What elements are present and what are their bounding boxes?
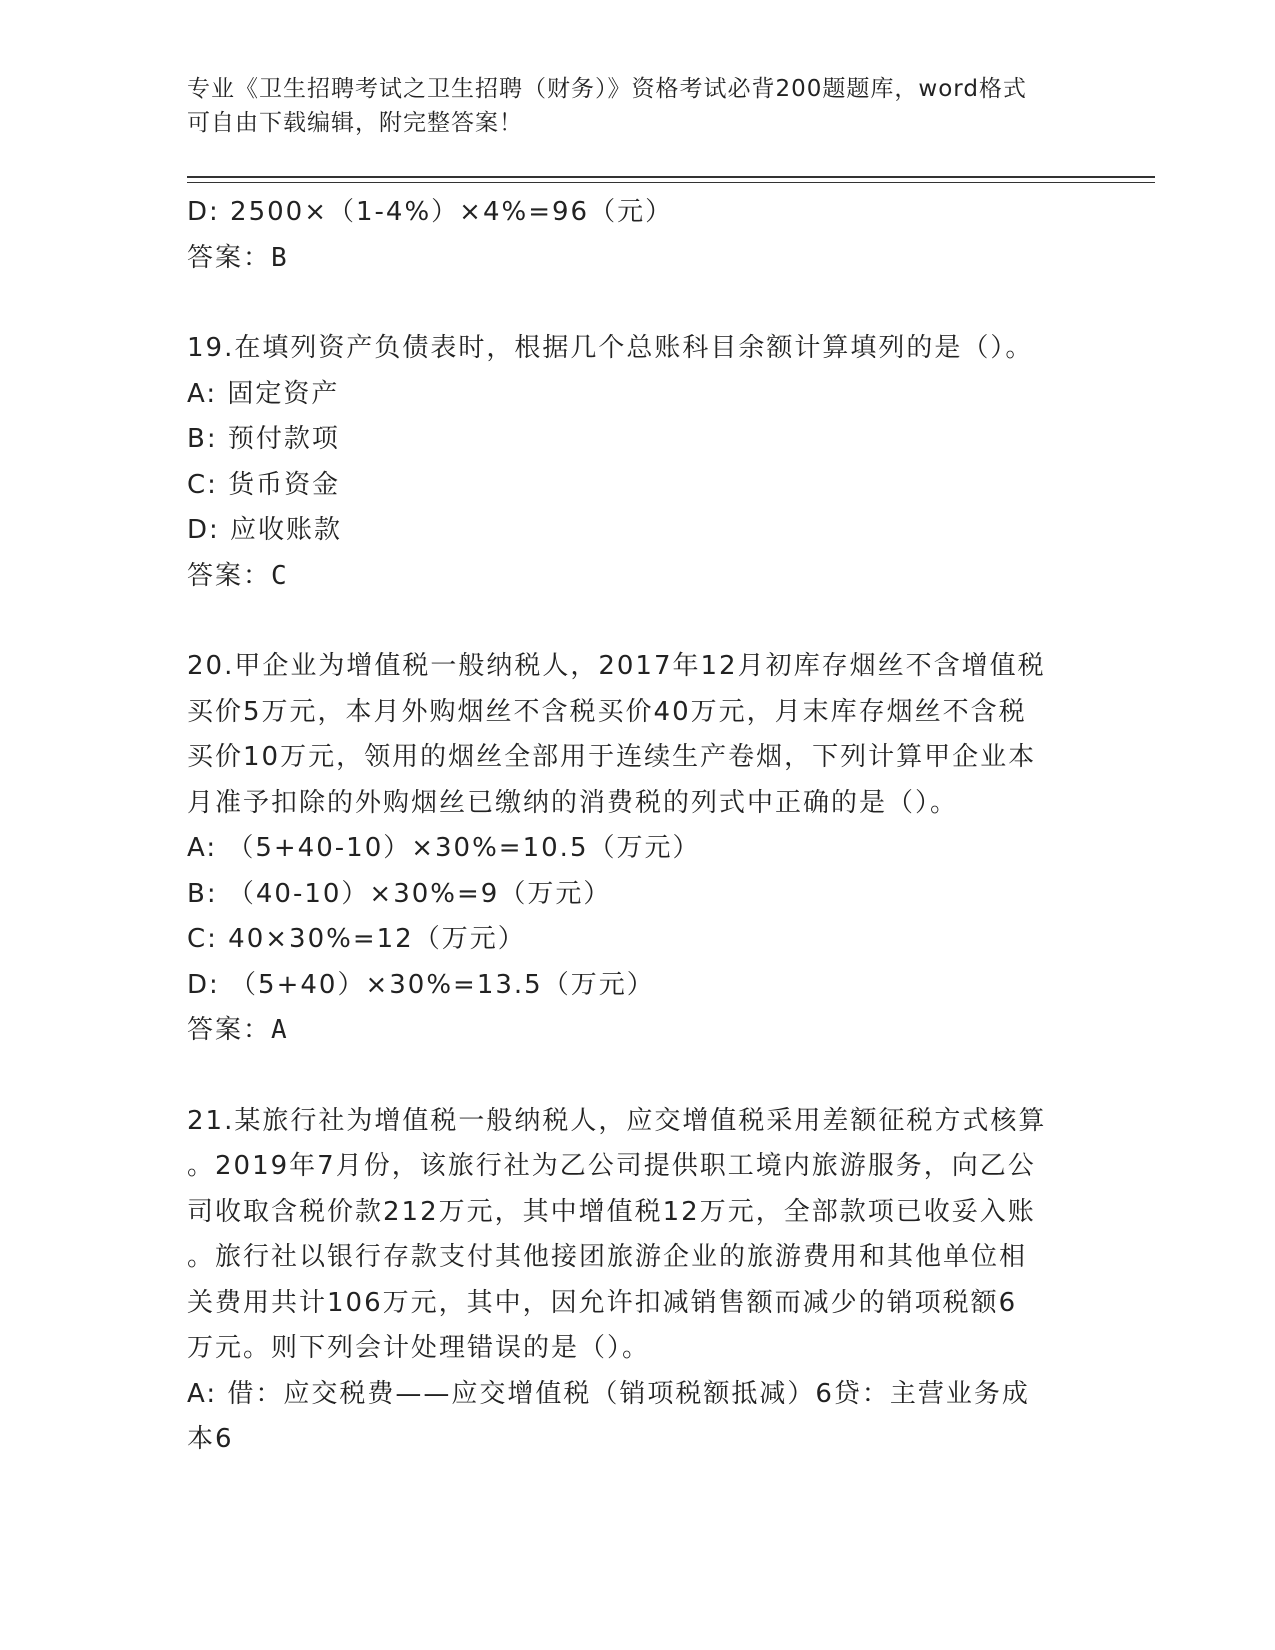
question-19 [187,326,1087,599]
question-stem-line-1: 20.甲企业为增值税一般纳税人，2017年12月初库存烟丝不含增值税 [187,651,1046,681]
question-stem-line-1: 21.某旅行社为增值税一般纳税人，应交增值税采用差额征税方式核算 [187,1105,1047,1136]
answer-label: 答案： [187,560,272,591]
option-c: C: 货币资金 [187,469,341,500]
question-20 [187,644,1087,1054]
question-stem-line-4: 月准予扣除的外购烟丝已缴纳的消费税的列式中正确的是（）。 [187,787,959,818]
document-header [187,72,1067,140]
question-stem-line-3: 买价10万元，领用的烟丝全部用于连续生产卷烟，下列计算甲企业本 [187,742,1037,772]
answer-label: 答案： [187,242,272,273]
question-18 [187,190,1087,281]
option-a: A: （5+40-10）×30%=10.5（万元） [187,833,701,863]
answer-value: B [271,242,289,273]
header-divider-thick [187,176,1155,178]
answer-line [187,1008,1087,1054]
question-stem-line-4: 。旅行社以银行存款支付其他接团旅游企业的旅游费用和其他单位相 [187,1242,1028,1272]
question-stem-line-2: 。2019年7月份，该旅行社为乙公司提供职工境内旅游服务，向乙公 [187,1151,1036,1181]
answer-line [187,236,1087,282]
spacer [187,599,1087,644]
spacer [187,1054,1087,1099]
header-line-2: 可自由下载编辑，附完整答案！ [187,110,523,136]
question-stem-line-6: 万元。则下列会计处理错误的是（）。 [187,1333,651,1363]
option-d: D: 应收账款 [187,515,343,545]
question-stem-line-3: 司收取含税价款212万元，其中增值税12万元，全部款项已收妥入账 [187,1196,1036,1227]
option-b: B: 预付款项 [187,424,340,454]
option-b: B: （40-10）×30%=9（万元） [187,878,612,909]
header-line-1: 专业《卫生招聘考试之卫生招聘（财务）》资格考试必背200题题库，word格式 [187,76,1027,102]
option-d: D: 2500×（1-4%）×4%=96（元） [187,197,674,227]
question-21 [187,1099,1087,1463]
question-stem-line-2: 买价5万元，本月外购烟丝不含税买价40万元，月末库存烟丝不含税 [187,696,1027,727]
option-c: C: 40×30%=12（万元） [187,924,526,954]
question-stem: 19.在填列资产负债表时，根据几个总账科目余额计算填列的是（）。 [187,333,1034,363]
option-d: D: （5+40）×30%=13.5（万元） [187,969,655,1000]
document-body [187,190,1087,1463]
answer-value: C [271,560,289,591]
answer-label: 答案： [187,1015,272,1045]
answer-line [187,554,1087,600]
option-a-line-2: 本6 [187,1424,234,1454]
spacer [187,281,1087,326]
header-divider-thin [187,182,1155,183]
question-stem-line-5: 关费用共计106万元，其中，因允许扣减销售额而减少的销项税额6 [187,1287,1018,1318]
option-a: A: 固定资产 [187,378,340,409]
answer-value: A [271,1015,289,1045]
option-a-line-1: A: 借：应交税费——应交增值税（销项税额抵减）6贷：主营业务成 [187,1378,1030,1409]
